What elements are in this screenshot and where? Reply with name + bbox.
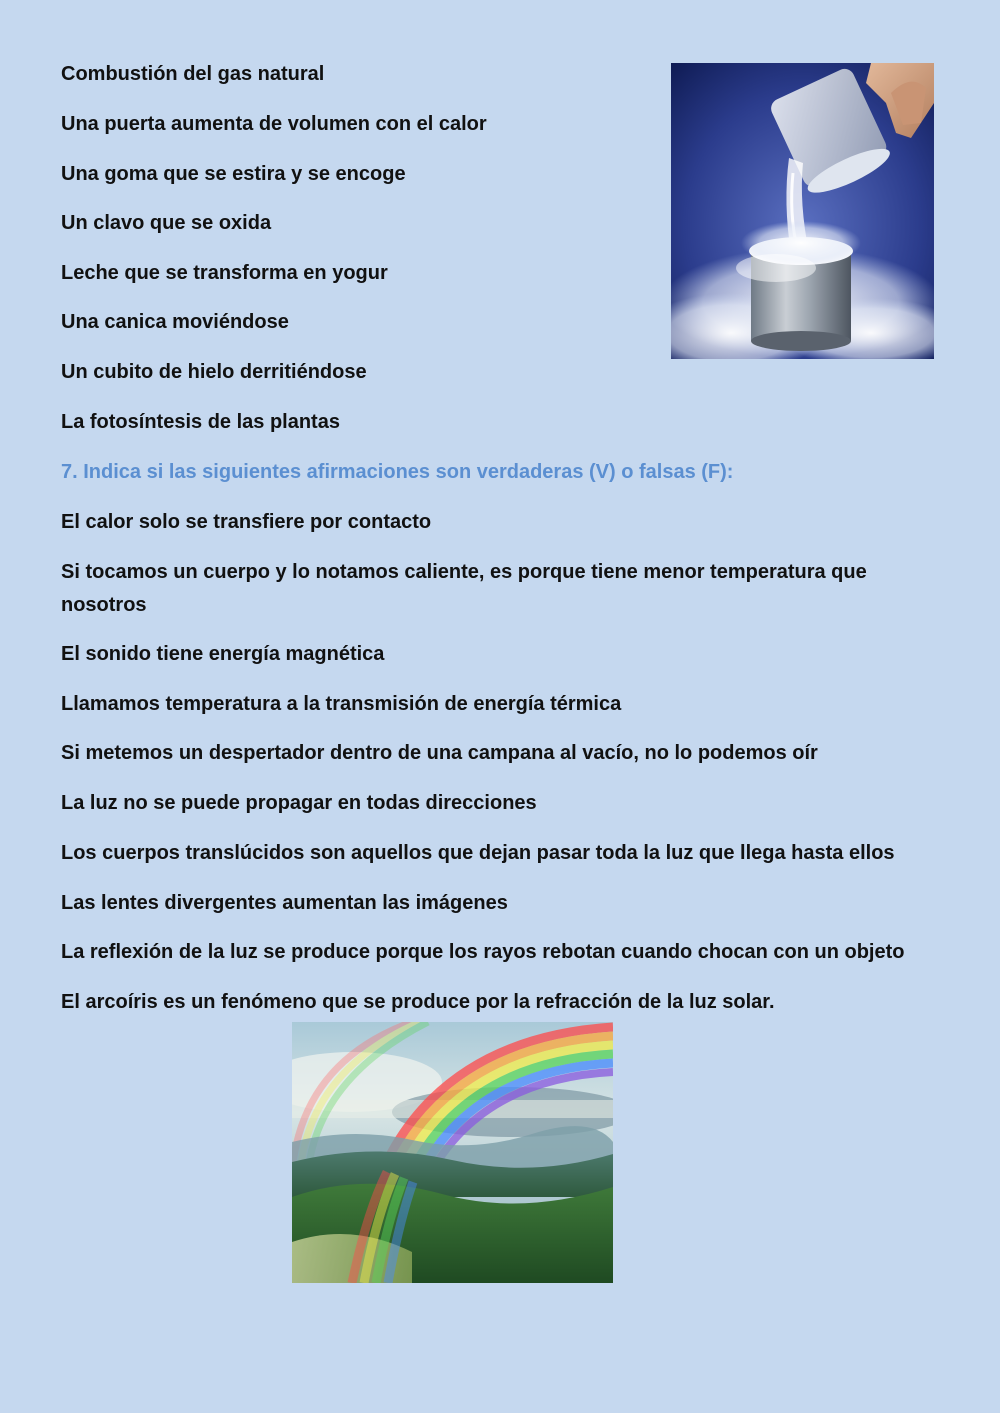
statement: El sonido tiene energía magnética: [61, 643, 385, 665]
list-item: Un cubito de hielo derritiéndose: [61, 361, 367, 383]
statement: El calor solo se transfiere por contacto: [61, 511, 432, 533]
list-item: La fotosíntesis de las plantas: [61, 411, 340, 433]
liquid-nitrogen-photo: [671, 63, 934, 359]
list-item: Una canica moviéndose: [61, 311, 289, 333]
list-item: Combustión del gas natural: [61, 63, 325, 85]
question-heading: 7. Indica si las siguientes afirmaciones son verdaderas (V) o falsas (F):: [61, 461, 734, 483]
statement: Llamamos temperatura a la transmisión de energía térmica: [61, 693, 622, 715]
statement: La luz no se puede propagar en todas direcciones: [61, 792, 537, 814]
list-item: Leche que se transforma en yogur: [61, 262, 388, 284]
list-item: Una goma que se estira y se encoge: [61, 163, 406, 185]
list-item: Un clavo que se oxida: [61, 212, 272, 234]
statement: Si tocamos un cuerpo y lo notamos caliente, es porque tiene menor temperatura que nosotros: [61, 561, 867, 616]
statement: La reflexión de la luz se produce porque los rayos rebotan cuando chocan con un objeto: [61, 941, 905, 963]
list-item: Una puerta aumenta de volumen con el calor: [61, 113, 487, 135]
statement: Los cuerpos translúcidos son aquellos que dejan pasar toda la luz que llega hasta ellos: [61, 842, 895, 864]
statement: Si metemos un despertador dentro de una campana al vacío, no lo podemos oír: [61, 742, 818, 764]
rainbow-landscape-photo: [292, 1022, 613, 1283]
statement: Las lentes divergentes aumentan las imágenes: [61, 892, 508, 914]
statement: El arcoíris es un fenómeno que se produce por la refracción de la luz solar.: [61, 991, 775, 1013]
